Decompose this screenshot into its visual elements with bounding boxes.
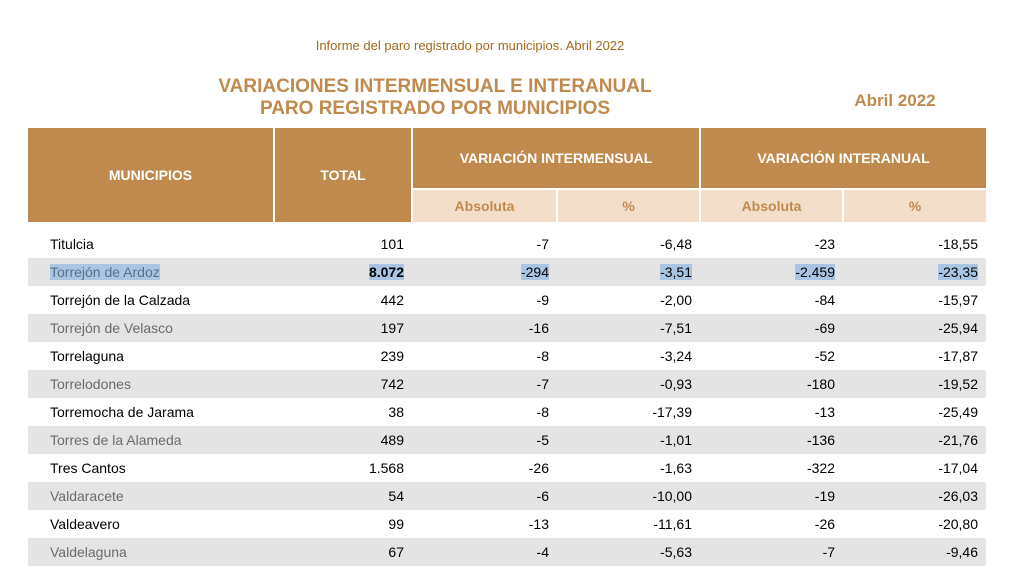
cell-absoluta-intermensual	[412, 398, 557, 426]
table-row	[28, 230, 986, 258]
cell-absoluta-intermensual-text: -13	[528, 516, 549, 532]
cell-total-text: 8.072	[368, 264, 404, 280]
cell-total	[274, 510, 412, 538]
subheader-pct-interanual: %	[843, 189, 986, 222]
cell-total-text: 197	[380, 320, 404, 336]
cell-absoluta-intermensual	[412, 286, 557, 314]
cell-absoluta-intermensual	[412, 482, 557, 510]
cell-pct-intermensual-text: -2,00	[660, 292, 693, 308]
table-row	[28, 398, 986, 426]
col-header-interanual: VARIACIÓN INTERANUAL	[700, 128, 986, 189]
cell-pct-intermensual	[557, 286, 700, 314]
cell-pct-interanual	[843, 230, 986, 258]
municipios-table	[28, 128, 986, 566]
cell-municipio-text: Torrelodones	[50, 376, 131, 392]
report-title-line2: PARO REGISTRADO POR MUNICIPIOS	[259, 98, 611, 119]
cell-pct-intermensual-text: -1,63	[660, 460, 693, 476]
cell-pct-intermensual-text: -3,24	[660, 348, 693, 364]
cell-pct-interanual-text: -19,52	[938, 376, 979, 392]
cell-absoluta-intermensual	[412, 510, 557, 538]
cell-pct-intermensual-text: -6,48	[660, 236, 693, 252]
cell-absoluta-intermensual-text: -26	[528, 460, 549, 476]
cell-municipio-text: Valdelaguna	[50, 544, 127, 560]
cell-absoluta-interanual-text: -26	[814, 516, 836, 532]
table-row	[28, 258, 986, 286]
cell-pct-interanual-text: -18,55	[938, 236, 979, 252]
cell-absoluta-interanual	[700, 538, 843, 566]
cell-absoluta-intermensual-text: -7	[536, 236, 549, 252]
col-header-intermensual: VARIACIÓN INTERMENSUAL	[412, 128, 700, 189]
cell-municipio-text: Valdeavero	[50, 516, 120, 532]
cell-total	[274, 314, 412, 342]
cell-pct-interanual-text: -26,03	[938, 488, 979, 504]
cell-total	[274, 230, 412, 258]
cell-total	[274, 482, 412, 510]
table-row	[28, 482, 986, 510]
cell-total-text: 99	[388, 516, 404, 532]
cell-absoluta-interanual-text: -13	[814, 404, 836, 420]
cell-pct-intermensual	[557, 482, 700, 510]
cell-absoluta-intermensual	[412, 258, 557, 286]
cell-absoluta-intermensual-text: -4	[536, 544, 549, 560]
cell-total	[274, 258, 412, 286]
cell-pct-intermensual-text: -17,39	[652, 404, 693, 420]
cell-pct-interanual	[843, 482, 986, 510]
cell-pct-interanual-text: -21,76	[938, 432, 979, 448]
cell-total	[274, 370, 412, 398]
cell-absoluta-interanual-text: -136	[806, 432, 836, 448]
subheader-pct-intermensual: %	[557, 189, 700, 222]
table-row	[28, 538, 986, 566]
cell-municipio-text: Torrejón de la Calzada	[50, 292, 191, 308]
cell-municipio-text: Valdaracete	[50, 488, 124, 504]
cell-total	[274, 426, 412, 454]
cell-pct-intermensual-text: -5,63	[660, 544, 693, 560]
cell-absoluta-interanual-text: -7	[822, 544, 836, 560]
cell-municipio	[28, 230, 274, 258]
cell-municipio	[28, 314, 274, 342]
cell-absoluta-interanual	[700, 314, 843, 342]
cell-absoluta-interanual	[700, 510, 843, 538]
cell-pct-interanual	[843, 370, 986, 398]
cell-absoluta-interanual-text: -69	[814, 320, 836, 336]
cell-municipio-text: Torremocha de Jarama	[50, 404, 194, 420]
subheader-absoluta-interanual: Absoluta	[700, 189, 843, 222]
cell-pct-intermensual	[557, 454, 700, 482]
cell-pct-intermensual-text: -11,61	[653, 516, 693, 532]
cell-pct-intermensual	[557, 230, 700, 258]
cell-pct-intermensual	[557, 538, 700, 566]
cell-total	[274, 286, 412, 314]
cell-municipio	[28, 454, 274, 482]
cell-absoluta-intermensual	[412, 314, 557, 342]
table-row	[28, 426, 986, 454]
cell-pct-intermensual-text: -7,51	[660, 320, 693, 336]
cell-total-text: 101	[380, 236, 404, 252]
cell-pct-interanual	[843, 286, 986, 314]
cell-pct-intermensual	[557, 370, 700, 398]
cell-municipio	[28, 286, 274, 314]
cell-pct-interanual	[843, 258, 986, 286]
cell-absoluta-intermensual-text: -8	[536, 348, 549, 364]
cell-absoluta-interanual-text: -180	[806, 376, 836, 392]
cell-pct-interanual	[843, 314, 986, 342]
cell-absoluta-intermensual-text: -16	[528, 320, 549, 336]
cell-total	[274, 342, 412, 370]
cell-municipio	[28, 510, 274, 538]
cell-absoluta-intermensual	[412, 426, 557, 454]
table-row	[28, 342, 986, 370]
cell-municipio	[28, 258, 274, 286]
cell-absoluta-intermensual	[412, 342, 557, 370]
cell-pct-interanual	[843, 426, 986, 454]
cell-municipio	[28, 370, 274, 398]
table-row	[28, 286, 986, 314]
cell-absoluta-interanual	[700, 230, 843, 258]
cell-total	[274, 398, 412, 426]
cell-absoluta-interanual-text: -322	[806, 460, 836, 476]
table-row	[28, 454, 986, 482]
report-subtitle: Informe del paro registrado por municipios. Abril 2022	[315, 38, 625, 53]
cell-absoluta-interanual	[700, 454, 843, 482]
cell-total	[274, 454, 412, 482]
cell-absoluta-intermensual-text: -9	[536, 292, 549, 308]
cell-pct-intermensual	[557, 314, 700, 342]
cell-pct-interanual	[843, 454, 986, 482]
cell-pct-interanual-text: -9,46	[946, 544, 979, 560]
cell-pct-interanual	[843, 342, 986, 370]
cell-absoluta-interanual-text: -23	[814, 236, 836, 252]
table-row	[28, 370, 986, 398]
col-header-total: TOTAL	[274, 128, 412, 222]
cell-total-text: 489	[380, 432, 404, 448]
cell-absoluta-interanual	[700, 482, 843, 510]
cell-municipio	[28, 482, 274, 510]
cell-absoluta-intermensual-text: -8	[536, 404, 549, 420]
cell-absoluta-intermensual	[412, 230, 557, 258]
cell-absoluta-intermensual	[412, 370, 557, 398]
cell-absoluta-intermensual	[412, 538, 557, 566]
cell-pct-intermensual-text: -3,51	[660, 264, 693, 280]
cell-municipio-text: Titulcia	[50, 236, 94, 252]
cell-absoluta-interanual	[700, 398, 843, 426]
cell-pct-interanual-text: -15,97	[938, 292, 979, 308]
cell-municipio-text: Torrelaguna	[50, 348, 124, 364]
cell-absoluta-interanual-text: -52	[814, 348, 836, 364]
report-title-line1: VARIACIONES INTERMENSUAL E INTERANUAL	[218, 76, 652, 97]
cell-municipio	[28, 538, 274, 566]
cell-pct-interanual-text: -20,80	[938, 516, 979, 532]
cell-absoluta-interanual-text: -84	[814, 292, 836, 308]
cell-pct-intermensual	[557, 510, 700, 538]
cell-pct-intermensual-text: -10,00	[652, 488, 693, 504]
cell-municipio	[28, 398, 274, 426]
cell-pct-intermensual	[557, 342, 700, 370]
cell-total-text: 1.568	[368, 460, 404, 476]
cell-pct-interanual-text: -17,04	[938, 460, 979, 476]
cell-pct-intermensual	[557, 426, 700, 454]
cell-pct-interanual	[843, 510, 986, 538]
cell-municipio-text: Tres Cantos	[50, 460, 126, 476]
report-title	[180, 76, 690, 120]
cell-pct-interanual	[843, 538, 986, 566]
cell-absoluta-interanual	[700, 286, 843, 314]
cell-municipio	[28, 342, 274, 370]
cell-municipio-text: Torrejón de Ardoz	[50, 264, 160, 280]
cell-pct-interanual-text: -25,94	[938, 320, 979, 336]
cell-total	[274, 538, 412, 566]
cell-pct-intermensual	[557, 258, 700, 286]
cell-absoluta-interanual	[700, 342, 843, 370]
cell-absoluta-interanual-text: -2.459	[795, 264, 836, 280]
cell-pct-interanual-text: -17,87	[938, 348, 979, 364]
cell-pct-interanual	[843, 398, 986, 426]
cell-pct-intermensual	[557, 398, 700, 426]
cell-pct-interanual-text: -23,35	[938, 264, 979, 280]
cell-total-text: 442	[380, 292, 404, 308]
cell-total-text: 54	[388, 488, 404, 504]
report-date: Abril 2022	[854, 91, 936, 110]
cell-absoluta-interanual-text: -19	[814, 488, 836, 504]
cell-absoluta-intermensual-text: -294	[520, 264, 549, 280]
cell-total-text: 67	[388, 544, 404, 560]
cell-municipio	[28, 426, 274, 454]
cell-absoluta-intermensual-text: -6	[536, 488, 549, 504]
col-header-municipios: MUNICIPIOS	[28, 128, 274, 222]
cell-total-text: 38	[388, 404, 404, 420]
cell-absoluta-interanual	[700, 370, 843, 398]
table-row	[28, 510, 986, 538]
cell-pct-intermensual-text: -1,01	[660, 432, 693, 448]
cell-absoluta-intermensual-text: -5	[536, 432, 549, 448]
table-row	[28, 314, 986, 342]
cell-absoluta-intermensual	[412, 454, 557, 482]
cell-absoluta-intermensual-text: -7	[536, 376, 549, 392]
cell-absoluta-interanual	[700, 258, 843, 286]
cell-municipio-text: Torres de la Alameda	[50, 432, 182, 448]
cell-municipio-text: Torrejón de Velasco	[50, 320, 173, 336]
cell-pct-intermensual-text: -0,93	[660, 376, 693, 392]
cell-pct-interanual-text: -25,49	[938, 404, 979, 420]
subheader-absoluta-intermensual: Absoluta	[412, 189, 557, 222]
cell-absoluta-interanual	[700, 426, 843, 454]
cell-total-text: 742	[380, 376, 404, 392]
cell-total-text: 239	[380, 348, 404, 364]
